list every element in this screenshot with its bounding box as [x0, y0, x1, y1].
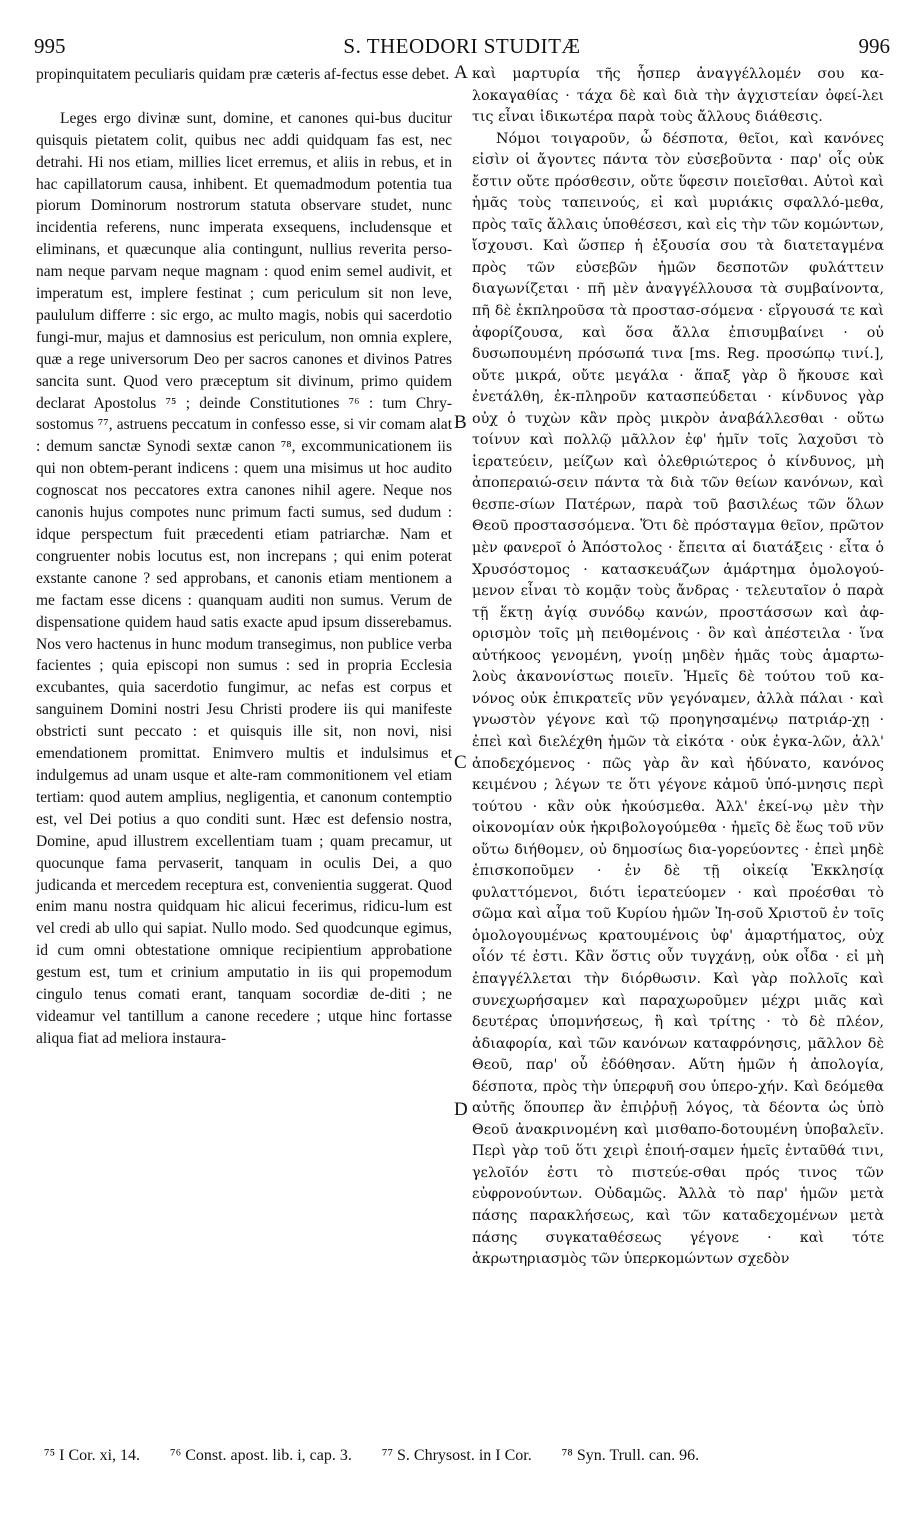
- footnote-75: ⁷⁵ I Cor. xi, 14.: [44, 1447, 141, 1464]
- greek-column: [472, 64, 884, 1271]
- page-number-left: 995: [34, 34, 66, 58]
- margin-marker-b: B: [454, 412, 467, 433]
- margin-marker-c: C: [454, 752, 467, 773]
- paragraph-gap: [36, 86, 452, 108]
- greek-paragraph-1: καὶ μαρτυρία τῆς ἧσπερ ἀναγγέλλομέν σου κα-λοκαγαθίας · τάχα δὲ καὶ διὰ τὴν ἀγχιστείαν ὀφεί-λει τις εἶναι ἰδικωτέρα παρὰ τοὺς ἄλλους διάθεσις.: [472, 66, 884, 126]
- margin-marker-d: D: [454, 1099, 468, 1120]
- running-title: S. THEODORI STUDITÆ: [343, 34, 581, 58]
- latin-column: [36, 64, 452, 1050]
- footnotes: [44, 1447, 890, 1465]
- latin-paragraph-1: propinquitatem peculiaris quidam præ cæteris af-fectus esse debet.: [36, 66, 450, 83]
- footnote-76: ⁷⁶ Const. apost. lib. i, cap. 3.: [170, 1447, 352, 1464]
- running-header: [34, 34, 890, 64]
- footnote-78: ⁷⁸ Syn. Trull. can. 96.: [561, 1447, 700, 1464]
- margin-marker-a: A: [454, 62, 468, 83]
- greek-paragraph-2: Νόμοι τοιγαροῦν, ὦ δέσποτα, θεῖοι, καὶ κανόνες εἰσὶν οἱ ἄγοντες πάντα τὸν εὐσεβοῦντα · παρ' οἷς οὐκ ἔστιν οὔτε πρόσθεσιν, οὔτε ὕφεσιν ποιεῖσθαι. Αὐτοὶ καὶ ἡμᾶς τοὺς ταπεινούς, εἰ καὶ μυριάκις σφαλλό-μεθα, πρὸς ταῖς ἄλλαις ὑποθέσεσι, καὶ εἰς τὴν τῶν κομώντων, ἴσχουσι. Καὶ ὥσπερ ἡ ἐξουσία σου τὰ διατεταγμένα πρὸς τῶν εὐσεβῶν ἡμῶν δεσποτῶν φυλάττειν διαγωνίζεται · πῆ μὲν ἀναγγέλλουσα τὰ συμβαίνοντα, πῆ δὲ ἐκπληροῦσα τὰ προστασ-σόμενα · εἴργουσά τε καὶ ἀφορίζουσα, καὶ ὅσα ἄλλα ἐπισυμβαίνει · οὐ δυσωπουμένη πρόσωπά τινα [ms. Reg. προσώπῳ τινί.], οὔτε μικρά, οὔτε μεγάλα · ἅπαξ γὰρ ὃ ἤκουσε καὶ ἐνετάλθη, ἐκ-πληροῦν κατασπεύδεται · κίνδυνος γὰρ οὐχ ὁ τυχὼν κἂν πρὸς μικρὸν ἀναβάλλεσθαι · οὕτω τοίνυν καὶ πολλῷ μᾶλλον ἐφ' ἡμῖν τοῖς λαχοῦσι τὸ ἱερατεύειν, μείζων καὶ ὀλεθριώτερος ὁ κίνδυνος, μὴ ἀποπεραιώ-σειν πάντα τὰ διὰ τῶν θείων κανόνων, καὶ θεσπε-σίων Πατέρων, παρὰ τοῦ βασιλέως τῶν ὅλων Θεοῦ προστασσόμενα. Ὅτι δὲ πρόσταγμα θεῖον, πρῶτον μὲν φανεροῖ ὁ Ἀπόστολος · ἔπειτα αἱ διατάξεις · εἶτα ὁ Χρυσόστομος · κατασκευάζων ἁμάρτημα ὁμολογού-μενον εἶναι τὸ κομᾷν τοὺς ἄνδρας · τελευταῖον ὁ παρὰ τῇ ἕκτῃ ἁγίᾳ συνόδῳ κανών, προστάσσων καὶ ἀφ-ορισμὸν τοῖς μὴ πειθομένοις · ὃν καὶ ἀπέστειλα · ἵνα αὐτήκοος γενομένη, γνοίῃ μηδὲν ἡμᾶς τοὺς ἁμαρτω-λοὺς ἀκανονίστως ποιεῖν. Ἡμεῖς δὲ τούτου τοῦ κα-νόνος οὐκ ἐπικρατεῖς νῦν γεγόναμεν, ἀλλὰ πάλαι · καὶ γνωστὸν γέγονε καὶ τῷ προηγησαμένῳ πατριάρ-χῃ · ἐπεὶ καὶ διελέχθη ἡμῶν τὰ εἰκότα · οὐκ ἐγκα-λῶν, ἀλλ' ἀποδεχόμενος · πῶς γὰρ ἂν καὶ ἠδύνατο, κανόνος κειμένου ; λέγων τε ὅτι γέγονε κἀμοῦ ὑπό-μνησις περὶ τούτου · κἂν οὐκ ἠκούσμεθα. Ἀλλ' ἐκεί-νῳ μὲν τὴν οἰκονομίαν οὐκ ἠκριβολογούμεθα · ἡμεῖς δὲ ἕως τοῦ νῦν οὕτω διήθομεν, οὐ δημοσίως δια-γορεύοντες · ἐπεὶ μηδὲ ἐπισκοποῦμεν · ἐν δὲ τῇ οἰκείᾳ Ἐκκλησίᾳ φυλαττόμενοι, διότι ἱερατεύομεν · καὶ προέσθαι τὸ σῶμα καὶ αἷμα τοῦ Κυρίου ἡμῶν Ἰη-σοῦ Χριστοῦ ἐν τοῖς ὁμολογουμένως κρατουμένοις ὑφ' ἁμαρτήματος, οὐχ οἷόν τέ ἐστι. Κἂν ὅστις οὖν τυγχάνῃ, οὐκ οἶδα · εἰ μὴ ἐπαγγέλλεται τὴν διόρθωσιν. Καὶ γὰρ πολλοῖς καὶ συνεχωρήσαμεν καὶ παραχωροῦμεν μέχρι μιᾶς καὶ δευτέρας ὑπομνήσεως, ἢ καὶ τρίτης · τὸ δὲ πλέον, ἀδιαφορία, καὶ τῶν κανόνων καταφρόνησις, μᾶλλον δὲ Θεοῦ, παρ' οὗ ἐδόθησαν. Αὕτη ἡμῶν ἡ ἀπολογία, δέσποτα, πρὸς τὴν ὑπερφυῆ σου ὑπερο-χήν. Καὶ δεόμεθα αὐτῆς ὅπουπερ ἂν ἐπιῤῥυῇ λόγος, τὰ δέοντα ὡς ὑπὸ Θεοῦ ἀνακρινομένη καὶ μισθαπο-δοτουμένη ὑποβαλεῖν. Περὶ γὰρ τοῦ ὅτι χειρὶ ἐποιή-σαμεν ἡμεῖς ἐνταῦθά τινι, γελοῖόν ἐστι τὸ πιστεύε-σθαι πρός τινος τῶν εὐφρονούντων. Οὐδαμῶς. Ἀλλὰ τὸ παρ' ἡμῶν μετὰ πάσης παρακλήσεως, καὶ τῶν καταδεχομένων μετὰ πάσης συγκαταθέσεως γέγονε · καὶ τότε ἀκρωτηριασμὸς τῶν ὑπερκομώντων σχεδὸν: [472, 130, 884, 1268]
- latin-paragraph-2: Leges ergo divinæ sunt, domine, et canones qui-bus ducitur quisquis pietatem colit, quibus nec addi quidquam fas est, nec detrahi. Hi nos etiam, millies licet erremus, et aliis in rebus, et in hac capillatorum causa, inhibent. Et quemadmodum potentia tua piorum Dominorum nostrorum statuta observare studet, nunc incidentia referens, nunc imperata exsequens, includensque et eliminans, et quæcunque alia contingunt, nullius reverita perso-nam neque parvam neque magnam : quod enim semel audivit, et imperatum est, implere festinat ; cum periculum sit non leve, paululum differre : sic ergo, ac multo magis, nobis qui sacerdotio fungi-mur, majus et damnosius est periculum, non omnia explere, quæ a rege universorum Deo per sacros canones et divinos Patres sancita sunt. Quod vero præceptum sit divinum, primo quidem declarat Apostolus ⁷⁵ ; deinde Constitutiones ⁷⁶ : tum Chry-sostomus ⁷⁷, astruens peccatum in confesso esse, si vir comam alat : demum sanctæ Synodi sextæ canon ⁷⁸, excommunicationem iis qui non obtem-perant indicens : quem una misimus ut hoc audito cognoscat nos peccatores extra canones nihil agere. Neque nos canonis hujus compotes nunc primum facti sumus, sed dudum : idque perspectum fuit præcedenti etiam patriarchæ. Nam et congruenter nobis locutus est, non increpans ; qui enim poterat exstante canone ? sed approbans, et canonis etiam mentionem a me factam esse dicens : quanquam auditi non sumus. Verum de dispensatione quidem haud satis exacte apud ipsum disserebamus. Nos vero hactenus in hunc modum transegimus, non publice verba facientes ; quia episcopi non sumus : sed in propria Ecclesia excubantes, quia sacerdotio fungimur, ac nefas est corpus et sanguinem Domini nostri Jesu Christi prodere iis qui manifeste obstricti sunt peccato : et quisquis ille sit, non novi, nisi emendationem promittat. Enimvero multis et indulsimus et indulgemus ad unam usque et alte-ram commonitionem vel etiam tertiam: quod autem amplius, negligentia, et canonum contemptio est, vel Dei potius a quo conditi sunt. Hæc est defensio nostra, Domine, apud illustrem excellentiam tuam ; quam precamur, ut quocunque fama pervaserit, tanquam in oculis Dei, a quo judicanda et mercedem receptura est, convenientia suggerat. Quod enim manu nostra quidquam hic alicui fecerimus, ridicu-lum est vel credi ab ullo qui sapiat. Nullo modo. Sed quodcunque egimus, id cum omni obtestatione omnique recipientium approbatione gestum est, tum et crinium amputatio in iis qui propemodum cingulo tenus comati erant, tanquam socordiæ de-diti ; ne videamur vel tantillum a canone recedere ; utque hinc fortasse aliqua fiat ad meliora instaura-: [36, 109, 452, 1047]
- footnote-77: ⁷⁷ S. Chrysost. in I Cor.: [381, 1447, 532, 1464]
- page-number-right: 996: [858, 34, 890, 58]
